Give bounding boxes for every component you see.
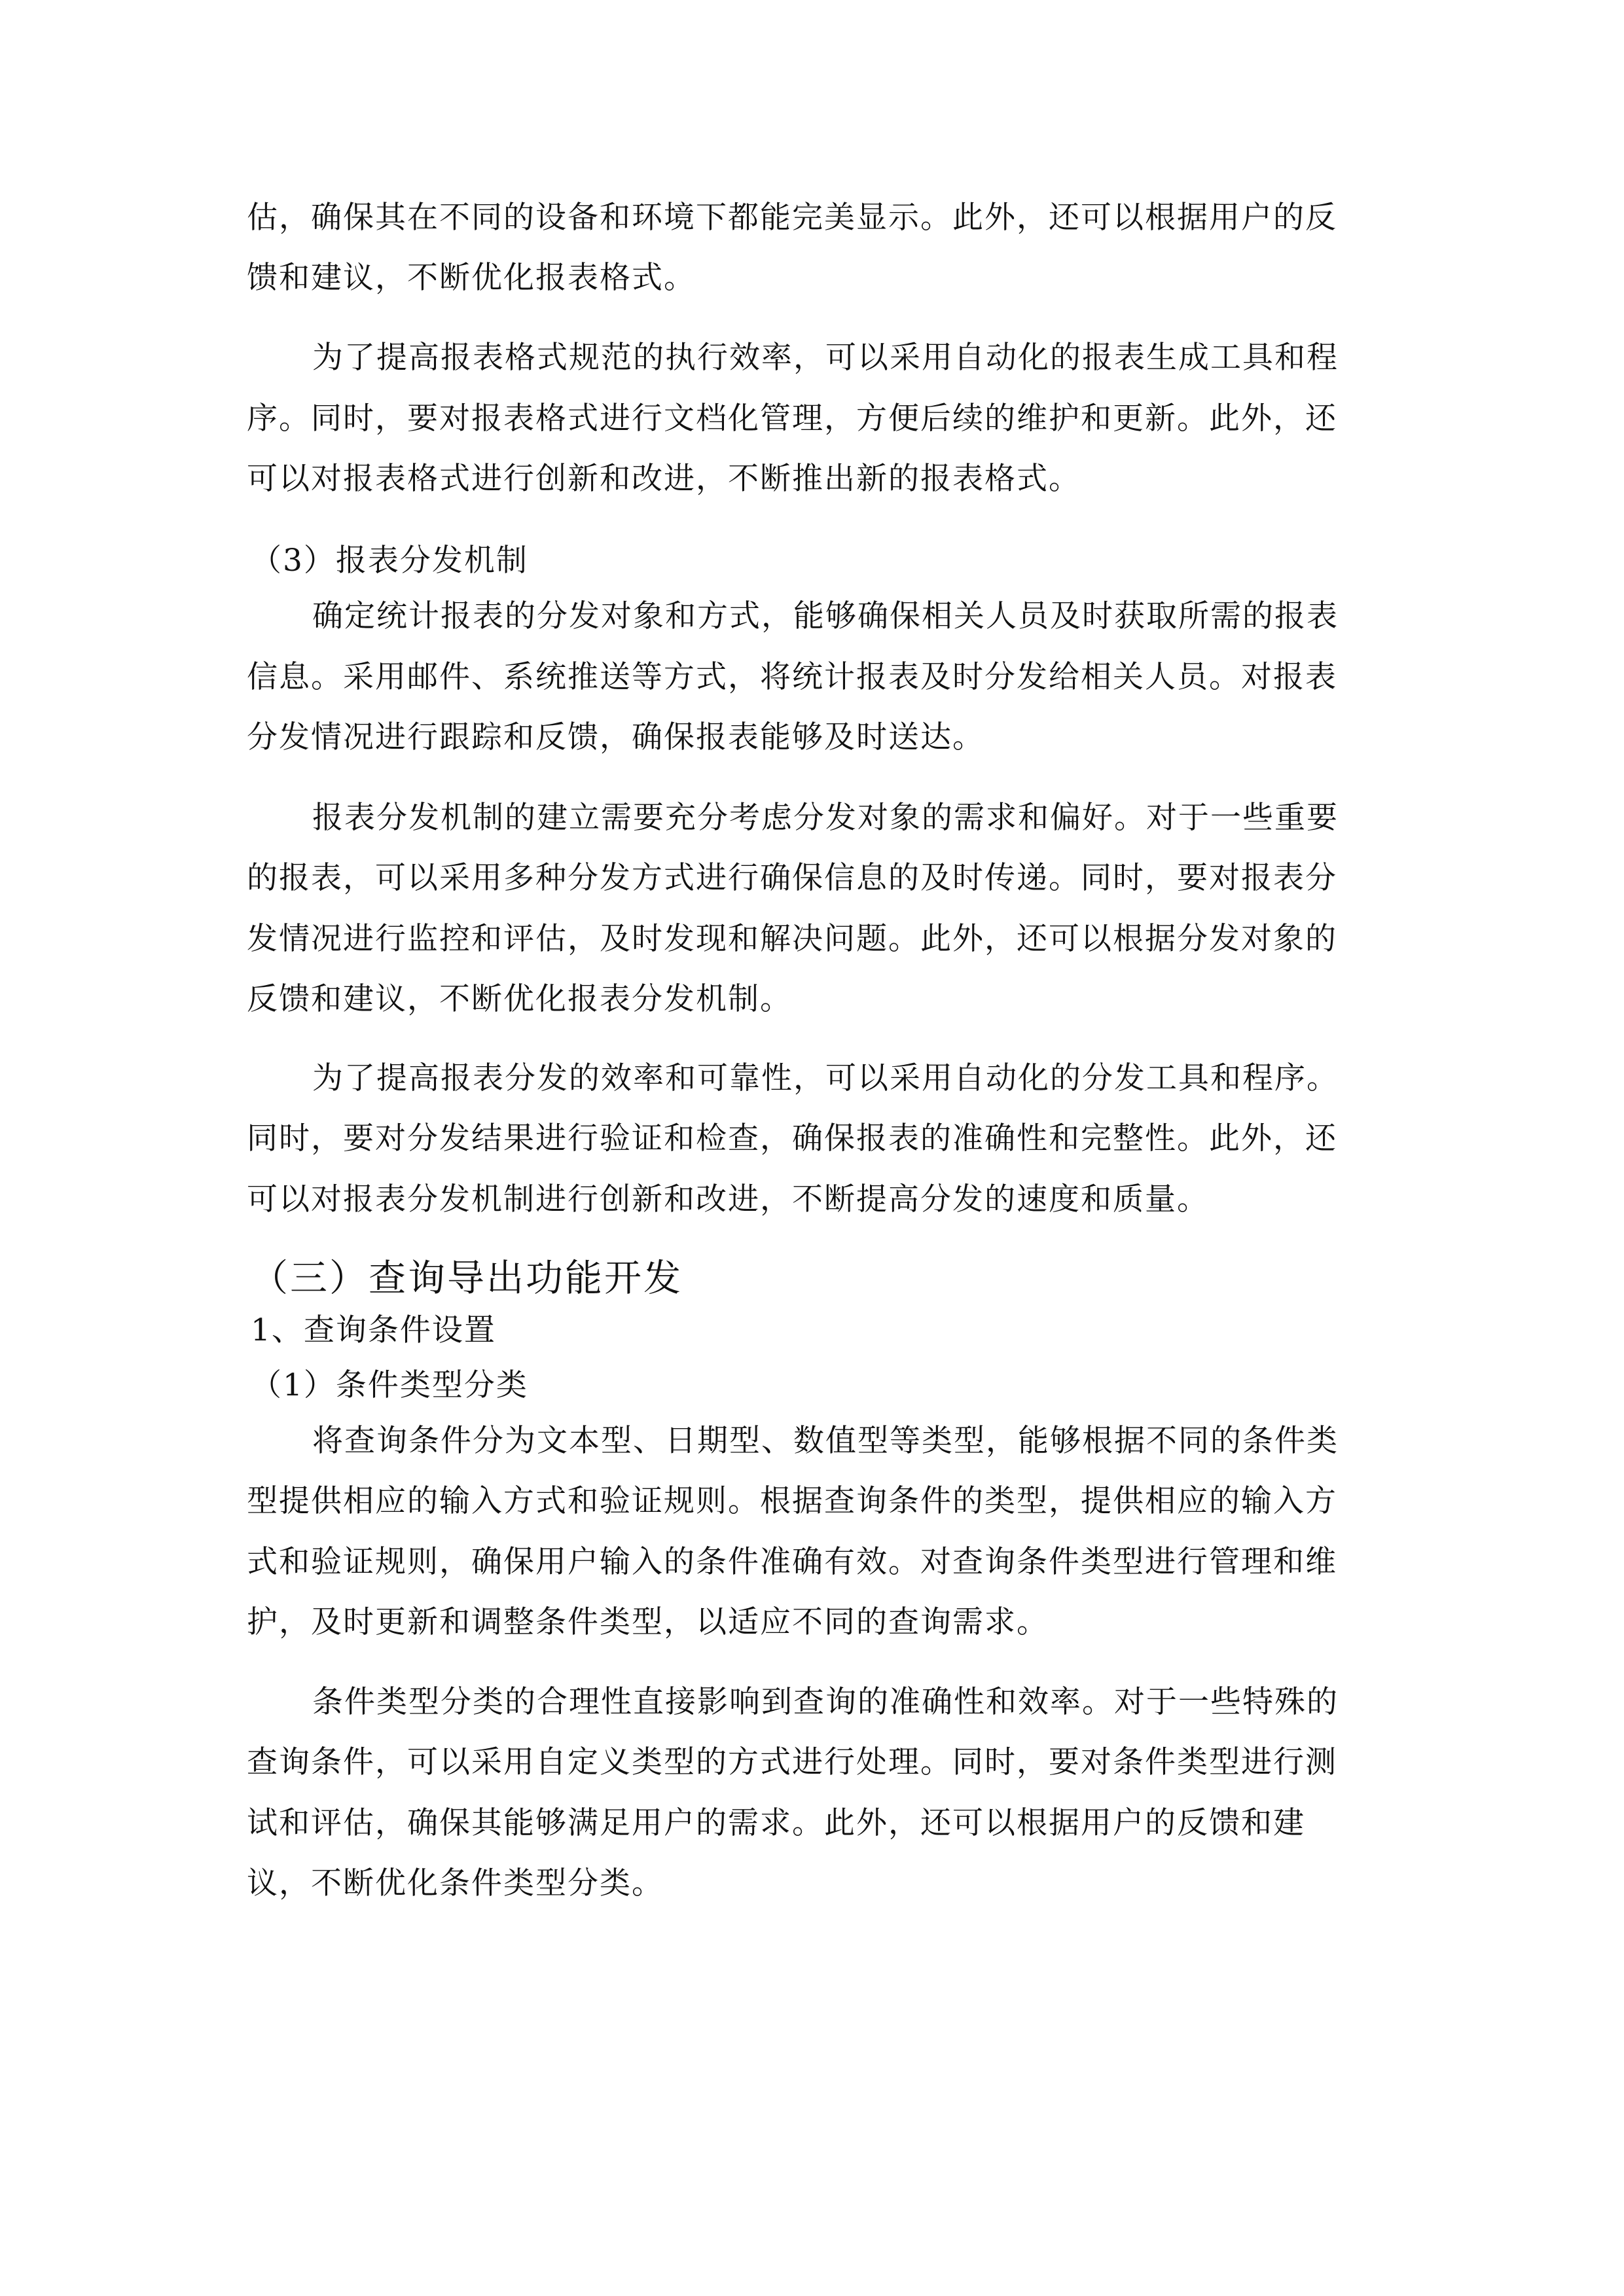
subsection-heading: 1、查询条件设置	[251, 1312, 496, 1348]
text-line: 报表分发机制的建立需要充分考虑分发对象的需求和偏好。对于一些重要	[312, 800, 1339, 836]
text-line: 的报表，可以采用多种分发方式进行确保信息的及时传递。同时，要对报表分	[247, 860, 1337, 896]
text-line: 条件类型分类的合理性直接影响到查询的准确性和效率。对于一些特殊的	[312, 1684, 1339, 1720]
text-line: 型提供相应的输入方式和验证规则。根据查询条件的类型，提供相应的输入方	[247, 1483, 1337, 1519]
text-line: 为了提高报表分发的效率和可靠性，可以采用自动化的分发工具和程序。	[312, 1060, 1339, 1096]
text-line: 分发情况进行跟踪和反馈，确保报表能够及时送达。	[247, 719, 984, 755]
text-line: 议，不断优化条件类型分类。	[247, 1865, 664, 1901]
text-line: 试和评估，确保其能够满足用户的需求。此外，还可以根据用户的反馈和建	[247, 1805, 1305, 1841]
subheading-condition-types: （1）条件类型分类	[251, 1367, 528, 1403]
text-line: 发情况进行监控和评估，及时发现和解决问题。此外，还可以根据分发对象的	[247, 921, 1337, 957]
subheading-report-distribution: （3）报表分发机制	[251, 543, 528, 579]
text-line: 式和验证规则，确保用户输入的条件准确有效。对查询条件类型进行管理和维	[247, 1544, 1337, 1580]
text-line: 可以对报表分发机制进行创新和改进，不断提高分发的速度和质量。	[247, 1181, 1209, 1217]
text-line: 估，确保其在不同的设备和环境下都能完美显示。此外，还可以根据用户的反	[247, 200, 1337, 236]
text-line: 可以对报表格式进行创新和改进，不断推出新的报表格式。	[247, 461, 1081, 497]
text-line: 信息。采用邮件、系统推送等方式，将统计报表及时分发给相关人员。对报表	[247, 659, 1337, 695]
text-line: 反馈和建议，不断优化报表分发机制。	[247, 981, 792, 1017]
text-line: 馈和建议，不断优化报表格式。	[247, 260, 696, 296]
text-line: 确定统计报表的分发对象和方式，能够确保相关人员及时获取所需的报表	[312, 598, 1339, 634]
text-line: 查询条件，可以采用自定义类型的方式进行处理。同时，要对条件类型进行测	[247, 1744, 1337, 1780]
text-line: 同时，要对分发结果进行验证和检查，确保报表的准确性和完整性。此外，还	[247, 1121, 1337, 1157]
text-line: 为了提高报表格式规范的执行效率，可以采用自动化的报表生成工具和程	[312, 340, 1339, 376]
text-line: 护，及时更新和调整条件类型，以适应不同的查询需求。	[247, 1604, 1049, 1640]
section-heading: （三）查询导出功能开发	[251, 1257, 683, 1300]
text-line: 序。同时，要对报表格式进行文档化管理，方便后续的维护和更新。此外，还	[247, 401, 1337, 437]
text-line: 将查询条件分为文本型、日期型、数值型等类型，能够根据不同的条件类	[312, 1423, 1339, 1459]
